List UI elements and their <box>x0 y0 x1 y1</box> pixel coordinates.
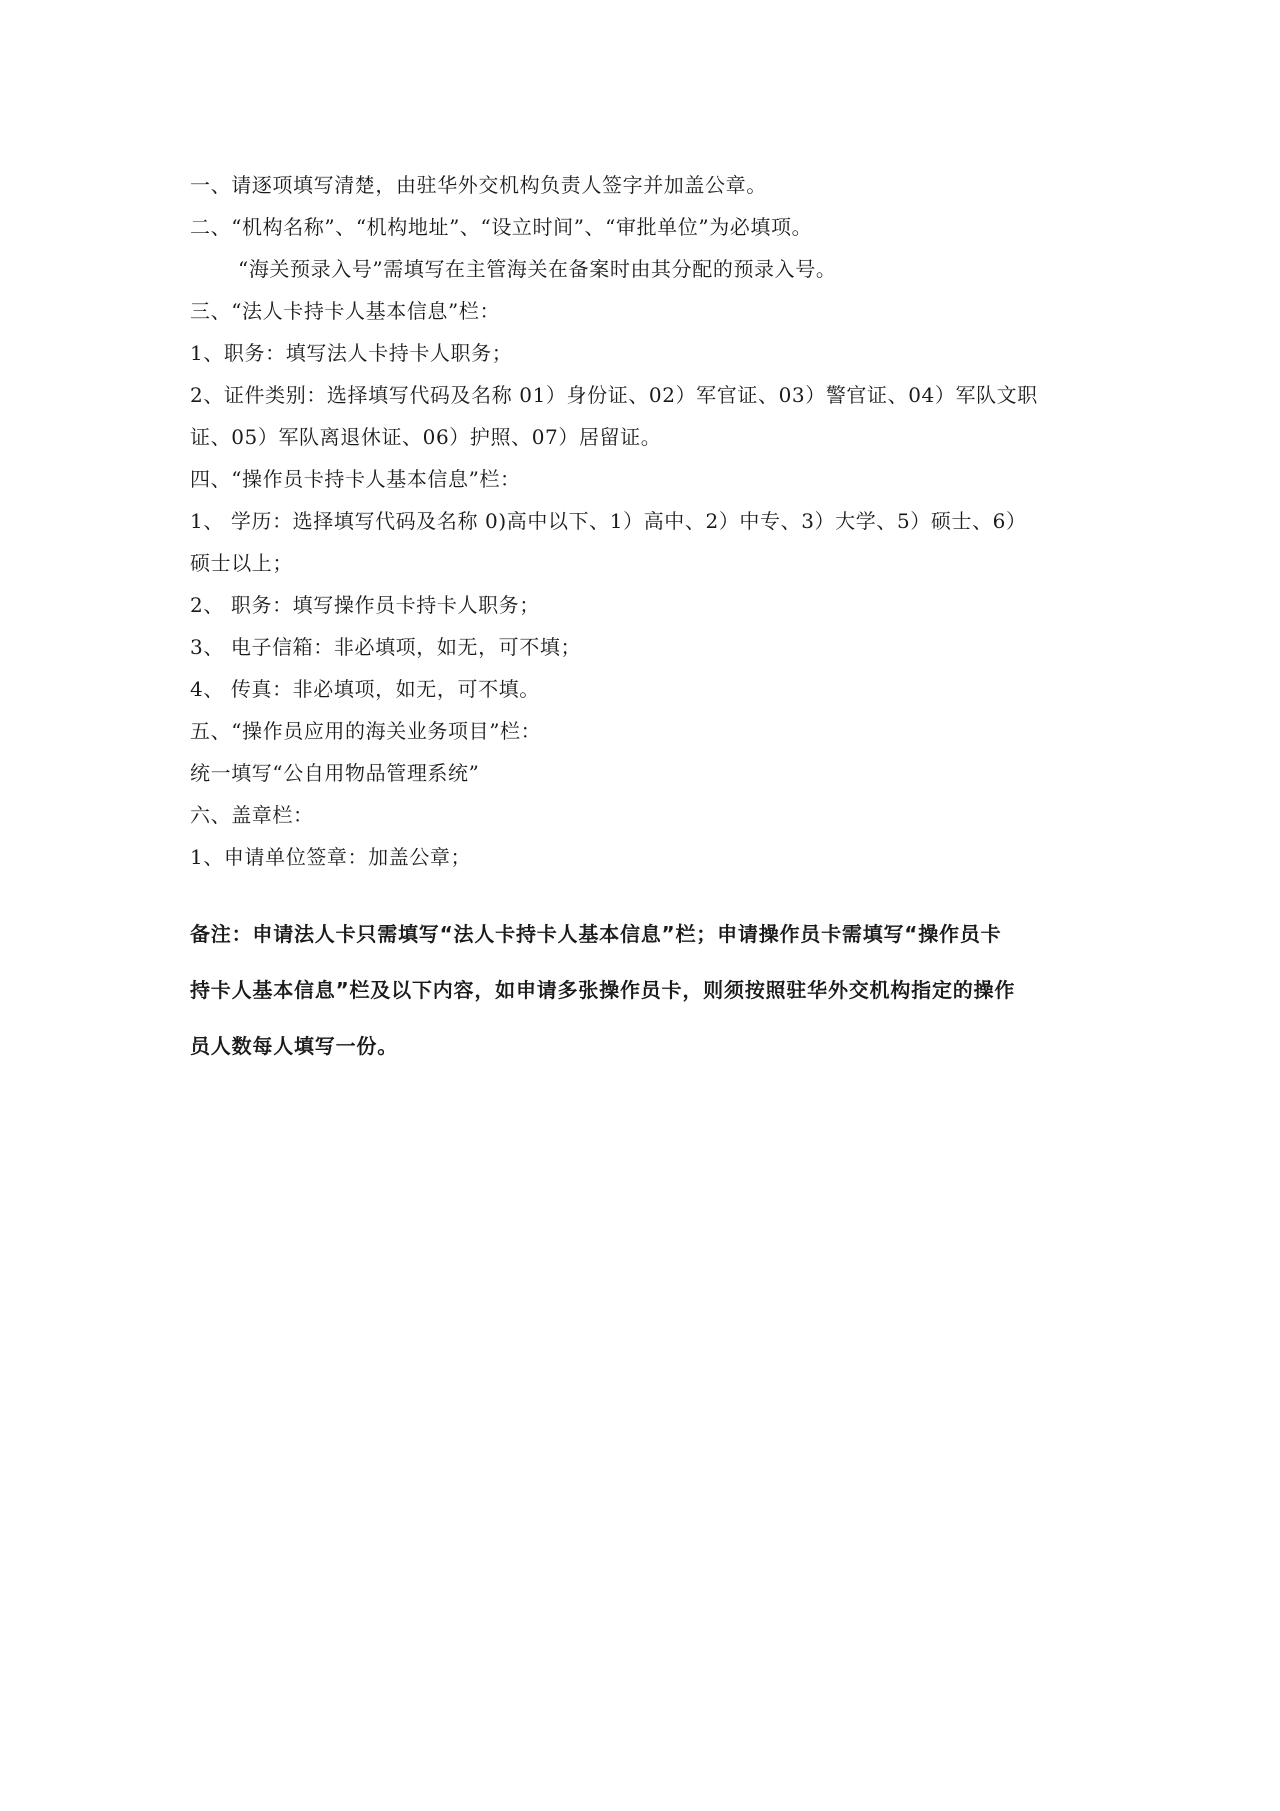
instruction-line: 一、请逐项填写清楚，由驻华外交机构负责人签字并加盖公章。 <box>190 173 767 197</box>
instruction-line: 1、申请单位签章：加盖公章； <box>190 845 472 869</box>
instruction-line: 硕士以上； <box>190 551 293 575</box>
note-line: 备注：申请法人卡只需填写“法人卡持卡人基本信息”栏；申请操作员卡需填写“操作员卡 <box>190 922 1002 946</box>
instruction-line: 4、 传真：非必填项，如无，可不填。 <box>190 677 540 701</box>
section-heading: 三、“法人卡持卡人基本信息”栏： <box>190 299 501 323</box>
instruction-line: 证、05）军队离退休证、06）护照、07）居留证。 <box>190 425 662 449</box>
document-body <box>190 164 1100 1074</box>
section-heading: 五、“操作员应用的海关业务项目”栏： <box>190 719 542 743</box>
note-line: 员人数每人填写一份。 <box>190 1034 398 1058</box>
instruction-line: 3、 电子信箱：非必填项，如无，可不填； <box>190 635 582 659</box>
instruction-line: 二、“机构名称”、“机构地址”、“设立时间”、“审批单位”为必填项。 <box>190 215 813 239</box>
instructions-list <box>190 164 1100 878</box>
instruction-line: 统一填写“公自用物品管理系统” <box>190 761 480 785</box>
instruction-line: 1、职务：填写法人卡持卡人职务； <box>190 341 513 365</box>
instruction-line: “海关预录入号”需填写在主管海关在备案时由其分配的预录入号。 <box>238 257 837 281</box>
section-heading: 四、“操作员卡持卡人基本信息”栏： <box>190 467 521 491</box>
instruction-line: 2、 职务：填写操作员卡持卡人职务； <box>190 593 540 617</box>
note-line: 持卡人基本信息”栏及以下内容，如申请多张操作员卡，则须按照驻华外交机构指定的操作 <box>190 978 1016 1002</box>
section-heading: 六、盖章栏： <box>190 803 314 827</box>
instruction-line: 1、 学历：选择填写代码及名称 0)高中以下、1）高中、2）中专、3）大学、5）硕士、6） <box>190 509 1027 533</box>
remarks-note <box>190 906 1110 1074</box>
instruction-line: 2、证件类别：选择填写代码及名称 01）身份证、02）军官证、03）警官证、04）军队文职 <box>190 383 1038 407</box>
